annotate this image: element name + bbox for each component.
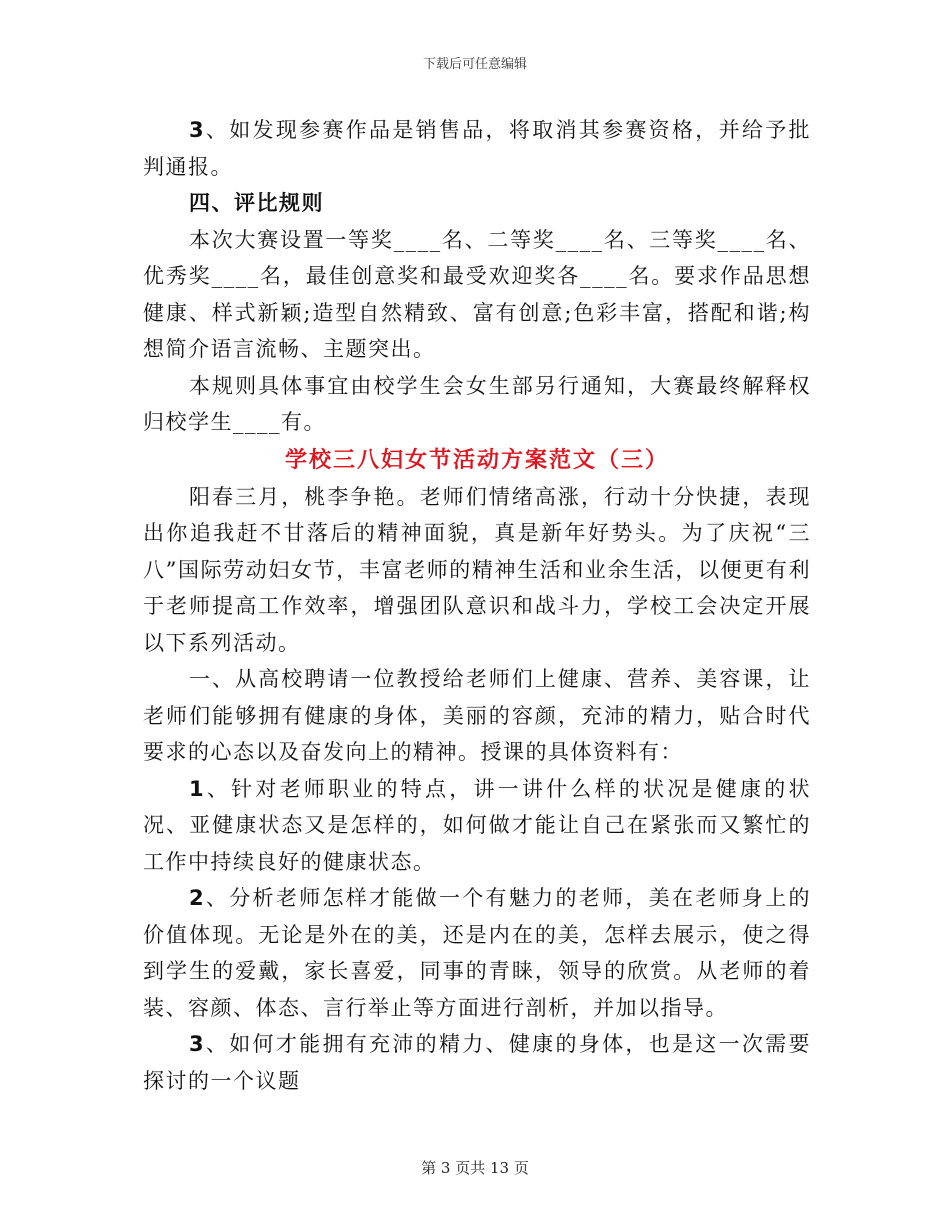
course-point-2 (143, 880, 811, 1026)
section-heading: 四、评比规则 (189, 190, 324, 215)
document-body (143, 112, 811, 1099)
item-text: 、如发现参赛作品是销售品，将取消其参赛资格，并给予批判通报。 (143, 118, 811, 179)
activity-paragraph: 一、从高校聘请一位教授给老师们上健康、营养、美容课，让老师们能够拥有健康的身体，美丽的容颜，充沛的精力，贴合时代要求的心态以及奋发向上的精神。授课的具体资料有： (143, 667, 811, 764)
item-number: 3 (189, 118, 206, 142)
notice-paragraph: 本规则具体事宜由校学生会女生部另行通知，大赛最终解释权归校学生____有。 (143, 373, 811, 434)
point-text: 、分析老师怎样才能做一个有魅力的老师，美在老师身上的价值体现。无论是外在的美，还是内在的美，怎样去展示，使之得到学生的爱戴，家长喜爱，同事的青睐，领导的欣赏。从老师的着装、容颜、体态、言行举止等方面进行剖析，并加以指导。 (143, 886, 811, 1020)
point-number: 2 (189, 886, 206, 910)
point-number: 3 (189, 1032, 206, 1056)
point-number: 1 (189, 776, 206, 801)
point-text: 、如何才能拥有充沛的精力、健康的身体，也是这一次需要探讨的一个议题 (143, 1032, 811, 1093)
page-header: 下载后可任意编辑 (422, 57, 527, 72)
intro-paragraph: 阳春三月，桃李争艳。老师们情绪高涨，行动十分快捷，表现出你追我赶不甘落后的精神面貌，真是新年好势头。为了庆祝“三八”国际劳动妇女节，丰富老师的精神生活和业余生活，以便更有利于老师提高工作效率，增强团队意识和战斗力，学校工会决定开展以下系列活动。 (143, 484, 811, 655)
rule-item-3 (143, 112, 811, 185)
page-footer: 第 3 页共 13 页 (421, 1159, 529, 1177)
course-point-3 (143, 1026, 811, 1099)
rules-paragraph: 本次大赛设置一等奖____名、二等奖____名、三等奖____名、优秀奖____名，最佳创意奖和最受欢迎奖各____名。要求作品思想健康、样式新颖;造型自然精致、富有创意;色彩丰富，搭配和谐;构想简介语言流畅、主题突出。 (143, 227, 811, 361)
course-point-1 (143, 771, 811, 881)
point-text: 、针对老师职业的特点，讲一讲什么样的状况是健康的状况、亚健康状态又是怎样的，如何做才能让自己在紧张而又繁忙的工作中持续良好的健康状态。 (143, 776, 811, 874)
document-title: 学校三八妇女节活动方案范文（三） (284, 446, 669, 473)
